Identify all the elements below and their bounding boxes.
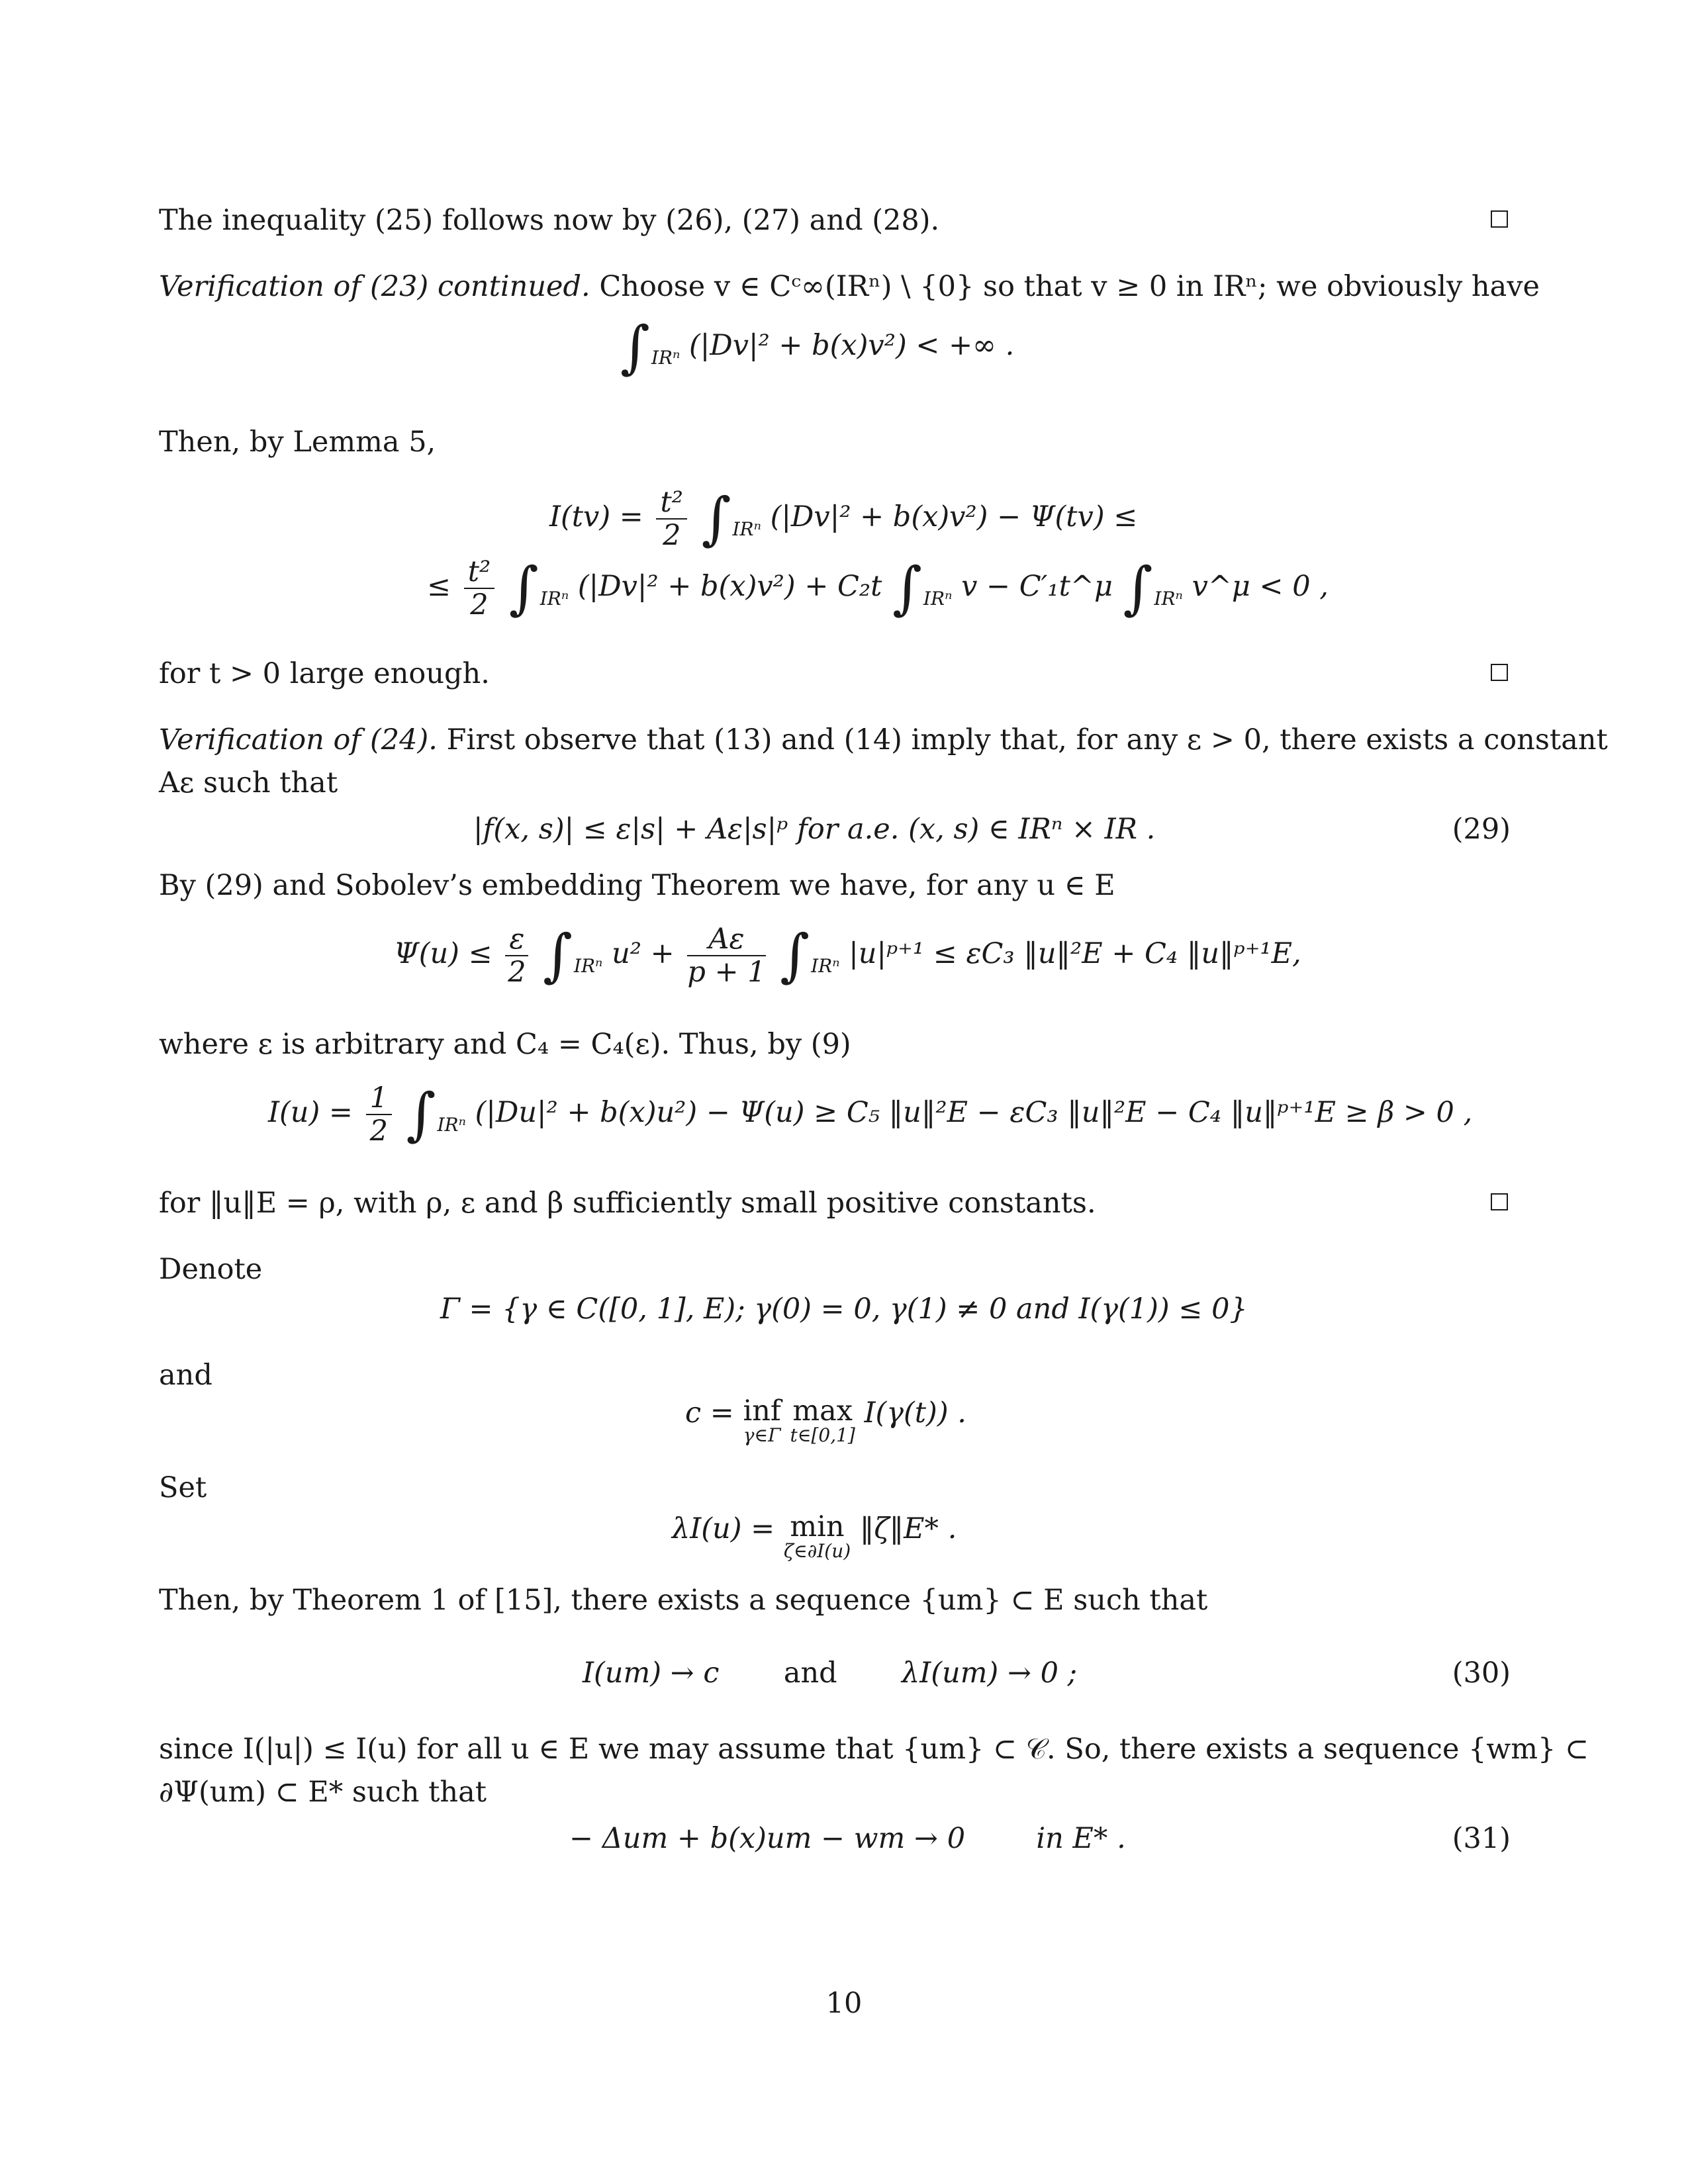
equation-lhs: I(tv) =: [549, 500, 643, 533]
fraction: $\frac{1}{2}$: [366, 1082, 392, 1147]
equation-body: I(γ(t)) .: [864, 1396, 966, 1430]
integral-sign: ∫: [892, 555, 922, 621]
text-line: Aε such that: [159, 766, 338, 799]
equation-lhs: I(u) =: [268, 1096, 353, 1129]
integral-domain: IRⁿ: [732, 518, 761, 540]
text-span: First observe that (13) and (14) imply that, for any ε > 0, there exists a constant: [437, 723, 1608, 756]
qed-symbol: [1491, 1193, 1508, 1210]
text-line: Then, by Lemma 5,: [159, 426, 436, 459]
integral-domain: IRⁿ: [811, 955, 840, 977]
equation-lhs: ≤: [427, 570, 451, 603]
equation-part: and: [783, 1657, 837, 1690]
text-line: Set: [159, 1471, 207, 1504]
integral-domain: IRⁿ: [539, 588, 569, 610]
text-line: [159, 268, 1540, 305]
equation: [268, 1082, 1472, 1147]
text-span: Choose v ∈ Cᶜ∞(IRⁿ) \ {0} so that v ≥ 0 in IRⁿ; we obviously have: [590, 270, 1540, 303]
integral-sign: ∫: [701, 486, 731, 552]
equation-part: − Δum + b(x)um − wm → 0: [569, 1822, 966, 1855]
equation: |f(x, s)| ≤ ε|s| + Aε|s|ᵖ for a.e. (x, s) ∈ IRⁿ × IR .: [473, 813, 1156, 846]
qed-symbol: [1491, 210, 1508, 228]
infimum-operator: inf γ∈Γ: [743, 1394, 781, 1446]
text-line: Denote: [159, 1253, 263, 1286]
integral-domain: IRⁿ: [923, 588, 953, 610]
page-number: 10: [825, 1987, 863, 2020]
equation: [672, 1512, 957, 1561]
equation: Γ = {γ ∈ C([0, 1], E); γ(0) = 0, γ(1) ≠ 0 and I(γ(1)) ≤ 0}: [440, 1293, 1248, 1326]
equation-lhs: λI(u) =: [672, 1512, 775, 1545]
text-line: ∂Ψ(um) ⊂ E* such that: [159, 1776, 487, 1809]
equation-body: u² +: [612, 937, 675, 970]
integral-domain: IRⁿ: [651, 347, 680, 369]
equation-number: (29): [1452, 813, 1511, 846]
text-line: since I(|u|) ≤ I(u) for all u ∈ E we may assume that {um} ⊂ 𝒞. So, there exists a sequence {wm} ⊂: [159, 1733, 1589, 1766]
equation: [569, 1820, 1126, 1857]
fraction: $\frac{\text{t²}}{2}$: [656, 486, 687, 551]
fraction: $\frac{A\varepsilon}{p + 1}$: [687, 923, 766, 989]
text-line: for ‖u‖E = ρ, with ρ, ε and β sufficiently small positive constants.: [159, 1187, 1096, 1220]
equation-lhs: Ψ(u) ≤: [394, 937, 492, 970]
equation-part: I(um) → c: [583, 1657, 720, 1690]
integral-domain: IRⁿ: [573, 955, 603, 977]
qed-symbol: [1491, 664, 1508, 681]
text-line: The inequality (25) follows now by (26), (27) and (28).: [159, 204, 940, 237]
equation-body: v^μ < 0 ,: [1192, 570, 1329, 603]
equation: [619, 314, 1015, 381]
minimum-operator: min ζ∈∂I(u): [783, 1510, 851, 1562]
maximum-operator: max t∈[0,1]: [790, 1394, 855, 1446]
equation: [685, 1396, 966, 1445]
equation-body: |u|ᵖ⁺¹ ≤ εC₃ ‖u‖²E + C₄ ‖u‖ᵖ⁺¹E,: [849, 937, 1301, 970]
integral-sign: ∫: [1123, 555, 1153, 621]
fraction: $\frac{\varepsilon}{2}$: [505, 923, 528, 988]
text-line: Then, by Theorem 1 of [15], there exists a sequence {um} ⊂ E such that: [159, 1584, 1208, 1617]
equation-body: v − C′₁t^μ: [961, 570, 1113, 603]
equation: [583, 1655, 1077, 1692]
equation-part: λI(um) → 0 ;: [902, 1657, 1078, 1690]
paragraph-heading: Verification of (24).: [159, 723, 438, 756]
text-line: where ε is arbitrary and C₄ = C₄(ε). Thus, by (9): [159, 1028, 851, 1061]
text-line: and: [159, 1359, 212, 1392]
equation-body: (|Dv|² + b(x)v²) < +∞ .: [688, 329, 1015, 362]
equation: [394, 923, 1301, 988]
equation-body: ‖ζ‖E* .: [859, 1512, 957, 1545]
integral-sign: ∫: [620, 314, 650, 381]
text-line: for t > 0 large enough.: [159, 657, 490, 690]
equation-number: (30): [1452, 1657, 1511, 1690]
integral-sign: ∫: [780, 923, 810, 989]
equation: [549, 486, 1137, 551]
fraction: $\frac{\text{t²}}{2}$: [464, 556, 495, 621]
equation-body: (|Dv|² + b(x)v²) − Ψ(tv) ≤: [770, 500, 1138, 533]
equation-body: (|Du|² + b(x)u²) − Ψ(u) ≥ C₅ ‖u‖²E − εC₃ ‖u‖²E − C₄ ‖u‖ᵖ⁺¹E ≥ β > 0 ,: [475, 1096, 1473, 1129]
equation-lhs: c =: [685, 1396, 734, 1430]
integral-sign: ∫: [508, 555, 539, 621]
equation-number: (31): [1452, 1822, 1511, 1855]
integral-sign: ∫: [406, 1081, 436, 1148]
text-line: [159, 721, 1608, 758]
equation-body: (|Dv|² + b(x)v²) + C₂t: [577, 570, 882, 603]
integral-domain: IRⁿ: [437, 1114, 466, 1136]
text-line: By (29) and Sobolev’s embedding Theorem we have, for any u ∈ E: [159, 869, 1115, 902]
equation-part: in E* .: [1036, 1822, 1126, 1855]
integral-sign: ∫: [543, 923, 573, 989]
integral-domain: IRⁿ: [1154, 588, 1183, 610]
paragraph-heading: Verification of (23) continued.: [159, 270, 590, 303]
equation: [427, 556, 1329, 621]
